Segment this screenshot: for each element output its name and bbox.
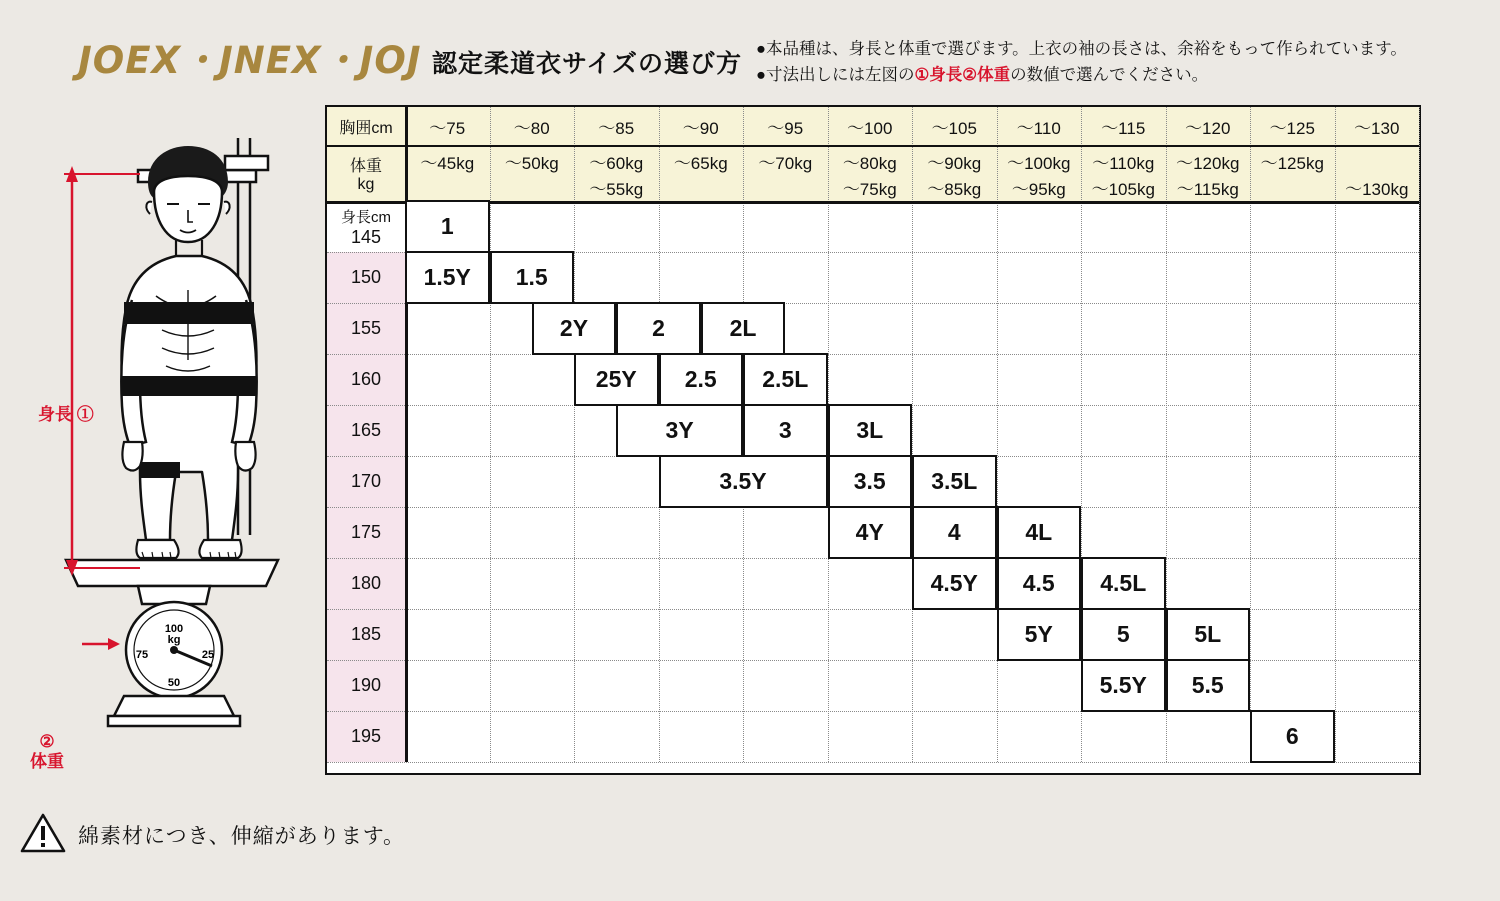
weight-header-upper-cell: ～110kg [1092, 153, 1155, 173]
weight-header-upper-cell: ～45kg [420, 153, 475, 173]
chest-header-cell: ～80 [513, 118, 550, 138]
height-row-label: 150 [350, 267, 382, 287]
weight-header-lower-cell: ～115kg [1176, 179, 1239, 199]
size-cell[interactable]: 3.5 [828, 455, 913, 508]
size-cell[interactable]: 4L [997, 506, 1082, 559]
weight-header-lower-cell: ～85kg [927, 179, 982, 199]
chest-header-cell: ～120 [1185, 118, 1231, 138]
weight-header-upper-cell: ～125kg [1260, 153, 1324, 173]
chest-header-cell: ～105 [931, 118, 977, 138]
size-cell[interactable]: 25Y [574, 353, 659, 406]
size-cell[interactable]: 5L [1166, 608, 1251, 661]
page-header [0, 0, 1500, 95]
chest-header-cell: ～85 [598, 118, 635, 138]
weight-header-upper-cell: ～50kg [504, 153, 559, 173]
weight-header-upper-cell: ～120kg [1176, 153, 1240, 173]
chest-header-cell: ～125 [1269, 118, 1315, 138]
grid-vline [574, 107, 576, 762]
chest-header-cell: ～115 [1101, 118, 1146, 138]
size-cell[interactable]: 5.5Y [1081, 659, 1166, 712]
height-row-label: 175 [350, 522, 382, 542]
note2-red-weight: 体重 [977, 66, 1011, 84]
chest-header-cell: ～130 [1354, 118, 1400, 138]
grid-hline [327, 609, 1419, 611]
size-cell[interactable]: 2.5 [659, 353, 744, 406]
footer-warning-text: 綿素材につき、伸縮があります。 [78, 825, 406, 848]
weight-header-text: 体重 [349, 157, 382, 175]
note-line-1: ●本品種は、身長と体重で選びます。上衣の袖の長さは、余裕をもって作られています。 [756, 40, 1407, 58]
weight-header-unit: kg [357, 175, 375, 193]
size-cell[interactable]: 4Y [828, 506, 913, 559]
weight-label [30, 732, 64, 772]
grid-hline [327, 354, 1419, 356]
note2-pre: ●寸法出しには左図の [756, 66, 915, 84]
height-row-label: 195 [350, 726, 382, 746]
size-chart-table [325, 105, 1421, 775]
size-cell[interactable]: 3.5L [912, 455, 997, 508]
size-cell[interactable]: 1.5Y [405, 251, 490, 304]
grid-vline [1335, 107, 1337, 762]
weight-header-upper-cell: ～65kg [673, 153, 728, 173]
chest-header-cell: ～110 [1016, 118, 1061, 138]
height-label: 身長 ① [38, 405, 94, 424]
page-title: 認定柔道衣サイズの選び方 [432, 50, 743, 78]
svg-text:25: 25 [201, 649, 215, 661]
size-cell[interactable]: 4.5Y [912, 557, 997, 610]
size-cell[interactable]: 3 [743, 404, 828, 457]
size-cell[interactable]: 6 [1250, 710, 1335, 763]
grid-vline [997, 107, 999, 762]
height-row-label: 170 [350, 471, 382, 491]
size-cell[interactable]: 5.5 [1166, 659, 1251, 712]
height-row-label [327, 201, 405, 252]
size-cell[interactable]: 4 [912, 506, 997, 559]
height-row-label: 180 [350, 573, 382, 593]
weight-header-upper-cell: ～80kg [842, 153, 897, 173]
circled-number-2: ② [962, 66, 978, 84]
weight-label-number: ② [39, 732, 55, 751]
header-divider-2 [327, 201, 1419, 204]
size-cell[interactable]: 2Y [532, 302, 617, 355]
weight-header-lower-cell: ～75kg [842, 179, 897, 199]
weight-header-lower-cell: ～130kg [1345, 179, 1409, 199]
note2-post: の数値で選んでください。 [1010, 66, 1209, 84]
size-cell[interactable]: 4.5L [1081, 557, 1166, 610]
circled-number-1: ① [914, 66, 930, 84]
size-cell[interactable]: 2L [701, 302, 786, 355]
svg-text:50: 50 [167, 677, 181, 689]
weight-header-label [327, 145, 405, 201]
chest-header-cell: ～75 [429, 118, 466, 138]
note2-red-height: 身長 [929, 66, 963, 84]
height-row-label: 190 [350, 675, 382, 695]
height-header-text: 身長cm [341, 208, 391, 226]
weight-header-lower-cell: ～105kg [1091, 179, 1155, 199]
height-row-label: 165 [350, 420, 382, 440]
measurement-illustration [20, 120, 320, 771]
height-row-label: 160 [350, 369, 382, 389]
weight-header-lower-cell: ～95kg [1011, 179, 1066, 199]
size-cell[interactable]: 5 [1081, 608, 1166, 661]
weight-header-upper-cell: ～70kg [758, 153, 813, 173]
page-footer [12, 808, 712, 868]
chest-header-cell: ～100 [847, 118, 893, 138]
size-cell[interactable]: 1 [405, 200, 490, 253]
brand-title: JOEX・JNEX・JOJ [78, 39, 422, 82]
weight-header-upper-cell: ～60kg [589, 153, 644, 173]
chest-header-label: 胸囲cm [339, 119, 393, 137]
height-row-label: 185 [350, 624, 382, 644]
size-cell[interactable]: 4.5 [997, 557, 1082, 610]
svg-text:100: 100 [164, 623, 184, 635]
weight-label-text: 体重 [30, 752, 64, 771]
chest-header-cell: ～95 [767, 118, 804, 138]
size-cell[interactable]: 1.5 [490, 251, 575, 304]
weight-header-lower-cell: ～55kg [589, 179, 644, 199]
grid-vline [1250, 107, 1252, 762]
warning-triangle-icon [20, 812, 66, 854]
size-cell[interactable]: 5Y [997, 608, 1082, 661]
grid-vline [1419, 107, 1421, 762]
grid-vline [912, 107, 914, 762]
size-cell[interactable]: 3Y [616, 404, 743, 457]
grid-vline [490, 107, 492, 762]
weight-header-upper-cell: ～90kg [927, 153, 982, 173]
header-notes [756, 36, 1476, 88]
size-cell[interactable]: 3.5Y [659, 455, 828, 508]
svg-text:75: 75 [135, 649, 149, 661]
height-row-value: 145 [350, 226, 382, 247]
person-on-scale-drawing [20, 120, 320, 760]
size-cell[interactable]: 3L [828, 404, 913, 457]
height-row-label: 155 [350, 318, 382, 338]
svg-text:kg: kg [167, 634, 181, 646]
note-line-2 [756, 62, 1476, 88]
size-cell[interactable]: 2 [616, 302, 701, 355]
chest-header-cell: ～90 [682, 118, 719, 138]
weight-header-upper-cell: ～100kg [1007, 153, 1071, 173]
grid-hline [327, 660, 1419, 662]
size-cell[interactable]: 2.5L [743, 353, 828, 406]
